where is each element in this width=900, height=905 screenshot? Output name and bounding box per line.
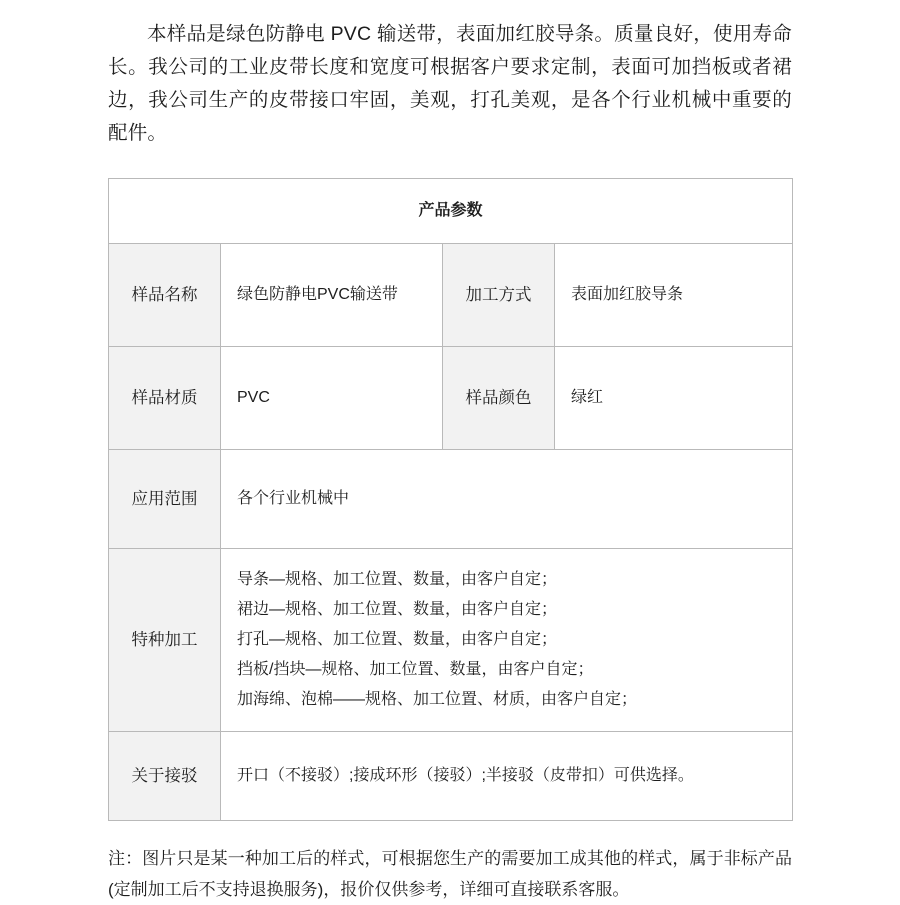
cell-process-label: 加工方式 [443, 244, 555, 347]
cell-special-process-value [221, 549, 793, 732]
cell-color-label: 样品颜色 [443, 347, 555, 450]
cell-material-value: PVC [221, 347, 443, 450]
footer-note: 注：图片只是某一种加工后的样式，可根据您生产的需要加工成其他的样式，属于非标产品(定制加工后不支持退换服务)，报价仅供参考，详细可直接联系客服。 [108, 849, 792, 899]
intro-paragraph: 本样品是绿色防静电 PVC 输送带，表面加红胶导条。质量良好，使用寿命长。我公司的工业皮带长度和宽度可根据客户要求定制，表面可加挡板或者裙边，我公司生产的皮带接口牢固，美观，打孔美观，是各个行业机械中重要的配件。 [108, 23, 792, 144]
special-line: 导条—规格、加工位置、数量，由客户自定； [237, 571, 558, 588]
special-line: 打孔—规格、加工位置、数量，由客户自定； [237, 631, 558, 648]
table-row [109, 244, 793, 347]
cell-sample-name-value: 绿色防静电PVC输送带 [221, 244, 443, 347]
cell-joint-value: 开口（不接驳）;接成环形（接驳）;半接驳（皮带扣）可供选择。 [221, 732, 793, 821]
cell-special-process-label: 特种加工 [109, 549, 221, 732]
cell-process-value: 表面加红胶导条 [555, 244, 793, 347]
table-row [109, 347, 793, 450]
table-row [109, 179, 793, 244]
cell-sample-name-label: 样品名称 [109, 244, 221, 347]
table-title: 产品参数 [109, 179, 793, 244]
product-spec-table [108, 178, 793, 821]
special-line: 裙边—规格、加工位置、数量，由客户自定； [237, 601, 558, 618]
table-row [109, 450, 793, 549]
special-line: 挡板/挡块—规格、加工位置、数量，由客户自定； [237, 661, 594, 678]
cell-material-label: 样品材质 [109, 347, 221, 450]
cell-application-label: 应用范围 [109, 450, 221, 549]
cell-color-value: 绿红 [555, 347, 793, 450]
cell-application-value: 各个行业机械中 [221, 450, 793, 549]
table-row [109, 732, 793, 821]
special-line: 加海绵、泡棉——规格、加工位置、材质，由客户自定； [237, 691, 638, 708]
table-row [109, 549, 793, 732]
cell-joint-label: 关于接驳 [109, 732, 221, 821]
